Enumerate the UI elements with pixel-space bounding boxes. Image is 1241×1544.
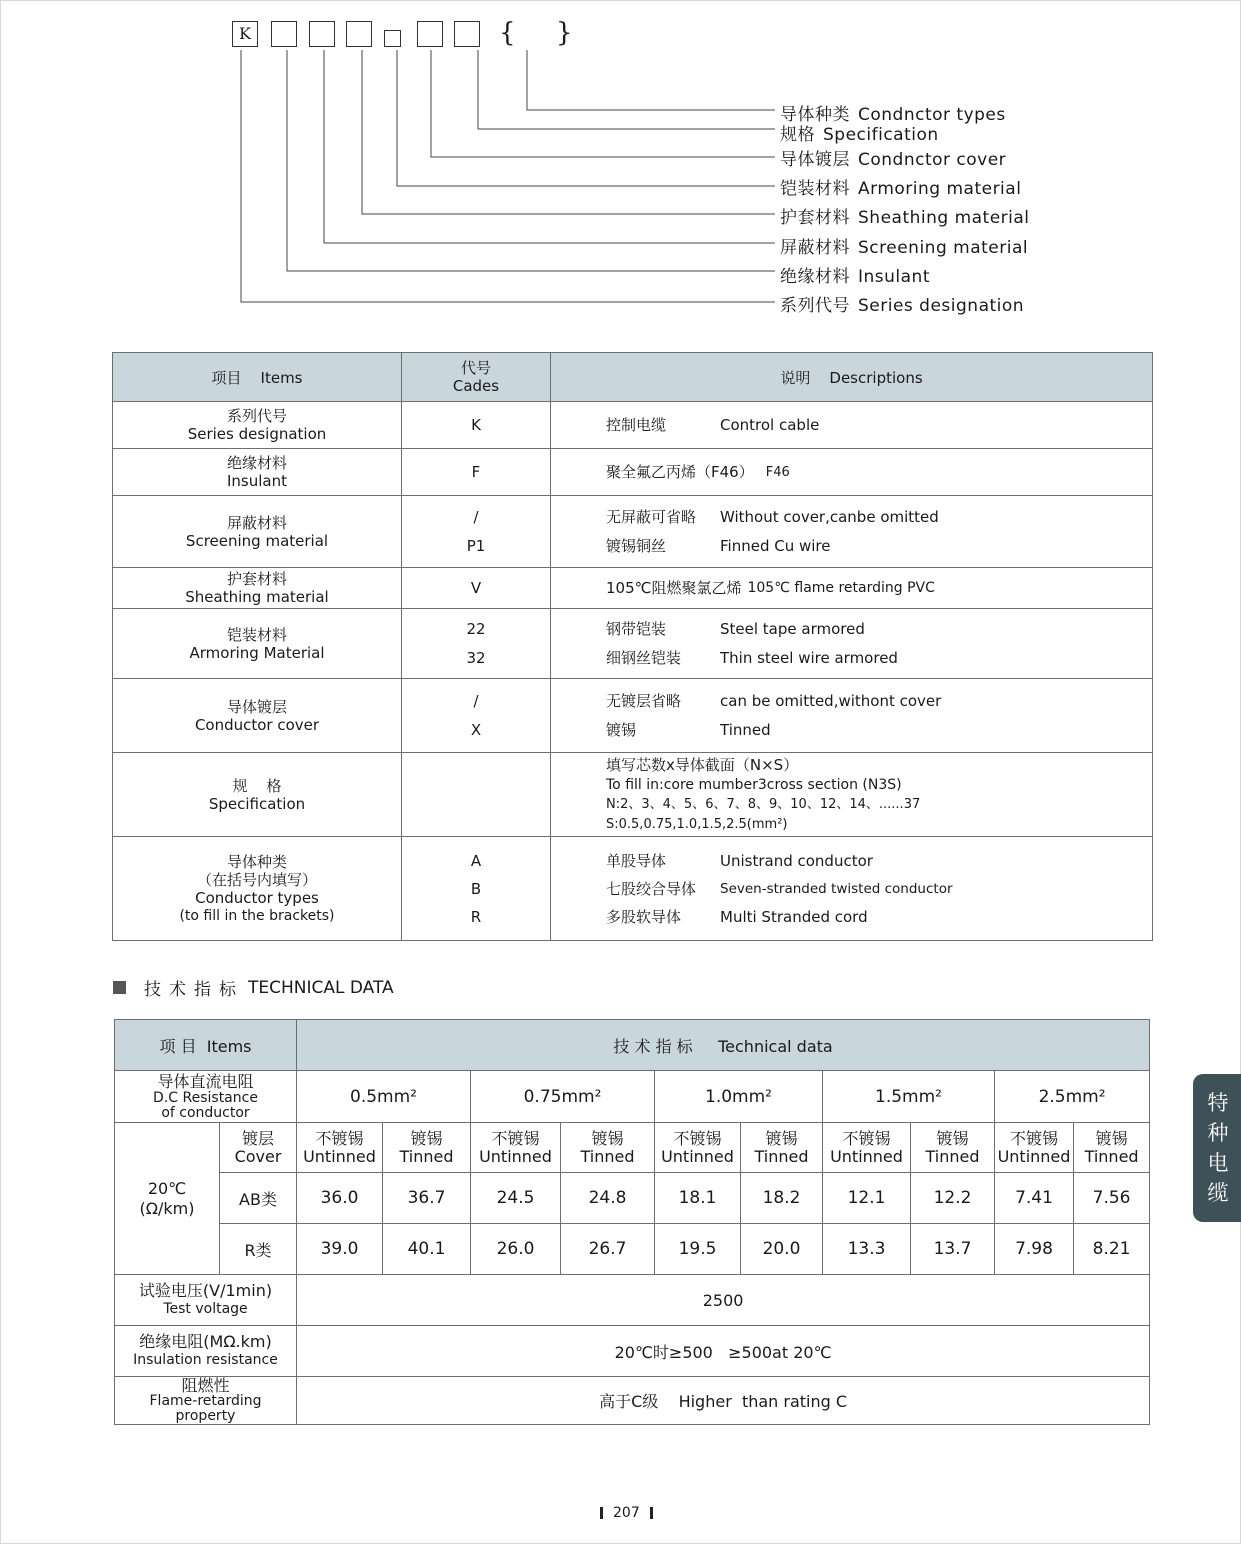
ab-value: 7.56 [1074, 1173, 1150, 1224]
item-cell: 规 格 Specification [113, 753, 402, 837]
r-value: 26.7 [561, 1224, 655, 1275]
insulation-label: 绝缘电阻(MΩ.km) Insulation resistance [115, 1326, 297, 1377]
table-row [113, 496, 1153, 568]
r-value: 8.21 [1074, 1224, 1150, 1275]
flame-value: 高于C级 Higher than rating C [297, 1377, 1150, 1425]
legend-conductor-types: 导体种类 Condnctor types [780, 105, 1006, 125]
code-box-series: K [232, 21, 258, 47]
legend-insulant: 绝缘材料 Insulant [780, 267, 930, 287]
tinned-label: 镀锡 Tinned [741, 1123, 823, 1173]
brace-open: { [499, 18, 516, 48]
tinned-label: 镀锡 Tinned [561, 1123, 655, 1173]
item-cell: 屏蔽材料 Screening material [113, 496, 402, 568]
tech-header-row [115, 1020, 1150, 1071]
tinned-label: 镀锡 Tinned [911, 1123, 995, 1173]
item-cell: 护套材料 Sheathing material [113, 568, 402, 609]
desc-cell: 105℃阻燃聚氯乙烯 105℃ flame retarding PVC [551, 568, 1153, 609]
legend-sheathing: 护套材料 Sheathing material [780, 208, 1030, 228]
r-value: 13.3 [823, 1224, 911, 1275]
r-value: 39.0 [297, 1224, 383, 1275]
size-cell: 0.5mm² [297, 1071, 471, 1123]
spec-row [113, 753, 1153, 837]
ab-value: 7.41 [995, 1173, 1074, 1224]
ab-value: 18.1 [655, 1173, 741, 1224]
code-cell: 22 32 [402, 609, 551, 679]
untinned-label: 不镀锡 Untinned [995, 1123, 1074, 1173]
section-heading-technical-data: 技术指标 TECHNICAL DATA [113, 975, 394, 1000]
insulation-row [115, 1326, 1150, 1377]
insulation-value: 20℃时≥500 ≥500at 20℃ [297, 1326, 1150, 1377]
untinned-label: 不镀锡 Untinned [297, 1123, 383, 1173]
r-value: 19.5 [655, 1224, 741, 1275]
r-value: 13.7 [911, 1224, 995, 1275]
code-cell: V [402, 568, 551, 609]
header-items: 项目 Items [113, 353, 402, 402]
r-value: 7.98 [995, 1224, 1074, 1275]
r-value: 20.0 [741, 1224, 823, 1275]
tech-header-items: 项 目 Items [115, 1020, 297, 1071]
tech-header-data: 技 术 指 标 Technical data [297, 1020, 1150, 1071]
code-cell: F [402, 449, 551, 496]
test-voltage-row [115, 1275, 1150, 1326]
flame-label: 阻燃性 Flame-retarding property [115, 1377, 297, 1425]
ab-value: 12.1 [823, 1173, 911, 1224]
ab-row [115, 1173, 1150, 1224]
size-cell: 1.0mm² [655, 1071, 823, 1123]
temperature-label: 20℃ (Ω/km) [115, 1123, 220, 1275]
ab-value: 18.2 [741, 1173, 823, 1224]
r-value: 40.1 [383, 1224, 471, 1275]
legend-screening: 屏蔽材料 Screening material [780, 238, 1029, 258]
test-voltage-value: 2500 [297, 1275, 1150, 1326]
size-row [115, 1071, 1150, 1123]
flame-row [115, 1377, 1150, 1425]
table-row [113, 679, 1153, 753]
code-cell: / P1 [402, 496, 551, 568]
size-cell: 1.5mm² [823, 1071, 995, 1123]
ab-class-label: AB类 [220, 1173, 297, 1224]
item-cell: 绝缘材料 Insulant [113, 449, 402, 496]
codes-table [112, 352, 1153, 941]
item-cell: 导体镀层 Conductor cover [113, 679, 402, 753]
untinned-label: 不镀锡 Untinned [471, 1123, 561, 1173]
codes-header-row [113, 353, 1153, 402]
ab-value: 36.7 [383, 1173, 471, 1224]
desc-cell: 钢带铠装 Steel tape armored 细钢丝铠装 Thin steel wire armored [551, 609, 1153, 679]
desc-cell: 聚全氟乙丙烯（F46） F46 [551, 449, 1153, 496]
legend-armoring: 铠装材料 Armoring material [780, 179, 1022, 199]
page-number: 207 [590, 1505, 663, 1521]
cover-label: 镀层 Cover [220, 1123, 297, 1173]
desc-cell: 控制电缆 Control cable [551, 402, 1153, 449]
tinned-label: 镀锡 Tinned [1074, 1123, 1150, 1173]
code-cell: K [402, 402, 551, 449]
r-row [115, 1224, 1150, 1275]
untinned-label: 不镀锡 Untinned [655, 1123, 741, 1173]
code-cell: / X [402, 679, 551, 753]
ab-value: 24.8 [561, 1173, 655, 1224]
item-cell: 系列代号 Series designation [113, 402, 402, 449]
table-row [113, 449, 1153, 496]
item-cell: 导体种类 （在括号内填写） Conductor types (to fill in the brackets) [113, 837, 402, 941]
square-bullet-icon [113, 981, 126, 994]
table-row [113, 402, 1153, 449]
item-cell: 铠装材料 Armoring Material [113, 609, 402, 679]
brace-close: } [556, 18, 573, 48]
header-codes: 代号 Cades [402, 353, 551, 402]
ab-value: 12.2 [911, 1173, 995, 1224]
code-cell: A B R [402, 837, 551, 941]
side-tab-special-cable: 特 种 电 缆 [1193, 1074, 1241, 1222]
desc-cell: 单股导体 Unistrand conductor 七股绞合导体 Seven-stranded twisted conductor 多股软导体 Multi Stranded cord [551, 837, 1153, 941]
spec-desc-cell: 填写芯数x导体截面（N×S） To fill in:core mumber3cross section (N3S) N:2、3、4、5、6、7、8、9、10、12、14、......37 S:0.5,0.75,1.0,1.5,2.5(mm²) [551, 753, 1153, 837]
r-value: 26.0 [471, 1224, 561, 1275]
table-row [113, 609, 1153, 679]
desc-cell: 无镀层省略 can be omitted,withont cover 镀锡 Tinned [551, 679, 1153, 753]
test-voltage-label: 试验电压(V/1min) Test voltage [115, 1275, 297, 1326]
size-cell: 0.75mm² [471, 1071, 655, 1123]
conductor-types-row [113, 837, 1153, 941]
ab-value: 24.5 [471, 1173, 561, 1224]
technical-data-table [114, 1019, 1150, 1425]
cover-row [115, 1123, 1150, 1173]
legend-conductor-cover: 导体镀层 Condnctor cover [780, 150, 1007, 170]
table-row [113, 568, 1153, 609]
size-cell: 2.5mm² [995, 1071, 1150, 1123]
leader-lines [0, 0, 1241, 330]
desc-cell: 无屏蔽可省略 Without cover,canbe omitted 镀锡铜丝 Finned Cu wire [551, 496, 1153, 568]
dc-resistance-label: 导体直流电阻 D.C Resistance of conductor [115, 1071, 297, 1123]
header-descriptions: 说明 Descriptions [551, 353, 1153, 402]
legend-specification: 规格 Specification [780, 125, 939, 145]
untinned-label: 不镀锡 Untinned [823, 1123, 911, 1173]
code-cell [402, 753, 551, 837]
ab-value: 36.0 [297, 1173, 383, 1224]
tinned-label: 镀锡 Tinned [383, 1123, 471, 1173]
r-class-label: R类 [220, 1224, 297, 1275]
legend-series: 系列代号 Series designation [780, 296, 1025, 316]
model-code-diagram [0, 0, 1241, 330]
